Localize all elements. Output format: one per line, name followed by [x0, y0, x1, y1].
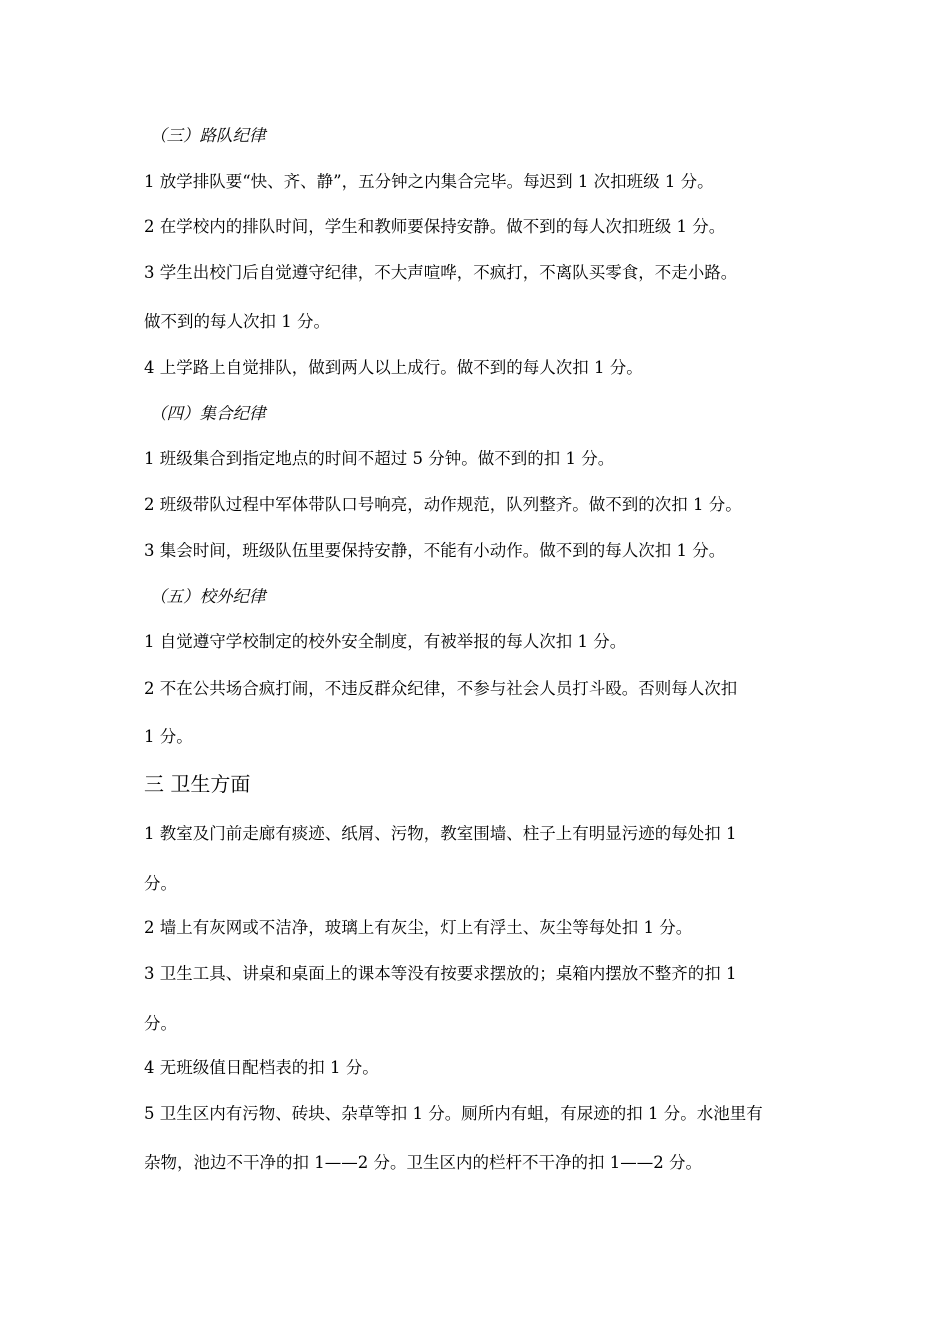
paragraph-line: 1 分。	[144, 727, 193, 746]
paragraph-line: 1 班级集合到指定地点的时间不超过 5 分钟。做不到的扣 1 分。	[144, 449, 615, 468]
section-heading-5: （五）校外纪律	[150, 587, 266, 606]
paragraph-line: 3 卫生工具、讲桌和桌面上的课本等没有按要求摆放的；桌箱内摆放不整齐的扣 1	[144, 964, 737, 983]
paragraph-line: 2 不在公共场合疯打闹，不违反群众纪律，不参与社会人员打斗殴。否则每人次扣	[144, 679, 738, 698]
paragraph-line: 4 无班级值日配档表的扣 1 分。	[144, 1058, 379, 1077]
paragraph-line: 分。	[144, 874, 177, 893]
paragraph-line: 1 自觉遵守学校制定的校外安全制度，有被举报的每人次扣 1 分。	[144, 632, 627, 651]
paragraph-line: 分。	[144, 1014, 177, 1033]
section-heading-4: （四）集合纪律	[150, 404, 266, 423]
paragraph-line: 1 教室及门前走廊有痰迹、纸屑、污物，教室围墙、柱子上有明显污迹的每处扣 1	[144, 824, 737, 843]
paragraph-line: 4 上学路上自觉排队，做到两人以上成行。做不到的每人次扣 1 分。	[144, 358, 643, 377]
paragraph-line: 1 放学排队要“快、齐、静”，五分钟之内集合完毕。每迟到 1 次扣班级 1 分。	[144, 172, 714, 191]
paragraph-line: 2 墙上有灰网或不洁净，玻璃上有灰尘，灯上有浮土、灰尘等每处扣 1 分。	[144, 918, 693, 937]
paragraph-line: 5 卫生区内有污物、砖块、杂草等扣 1 分。厕所内有蛆，有尿迹的扣 1 分。水池里有	[144, 1104, 763, 1123]
paragraph-line: 做不到的每人次扣 1 分。	[144, 312, 330, 331]
section-heading-3: （三）路队纪律	[150, 126, 266, 145]
paragraph-line: 2 在学校内的排队时间，学生和教师要保持安静。做不到的每人次扣班级 1 分。	[144, 217, 726, 236]
paragraph-line: 杂物，池边不干净的扣 1——2 分。卫生区内的栏杆不干净的扣 1——2 分。	[144, 1153, 702, 1172]
paragraph-line: 2 班级带队过程中军体带队口号响亮，动作规范，队列整齐。做不到的次扣 1 分。	[144, 495, 742, 514]
main-heading: 三 卫生方面	[144, 772, 251, 796]
paragraph-line: 3 学生出校门后自觉遵守纪律，不大声喧哗，不疯打，不离队买零食，不走小路。	[144, 263, 738, 282]
paragraph-line: 3 集会时间，班级队伍里要保持安静，不能有小动作。做不到的每人次扣 1 分。	[144, 541, 726, 560]
